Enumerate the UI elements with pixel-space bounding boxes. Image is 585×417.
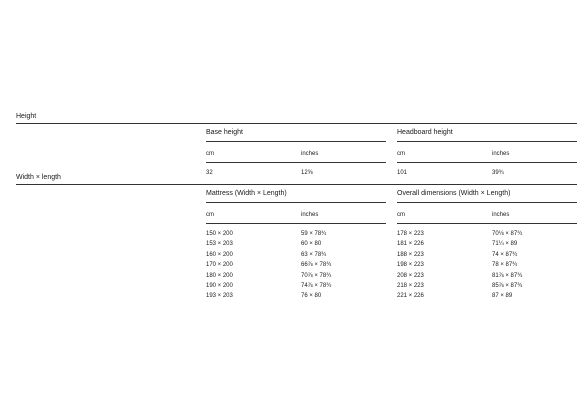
mattress-rows (206, 224, 386, 302)
value-inches: 85⅞ × 87¾ (492, 283, 523, 290)
value-inches: 78 × 87¾ (492, 262, 518, 269)
table-row (397, 250, 577, 260)
value-inches: 74⅞ × 78¾ (301, 283, 332, 290)
size-section-label: Width × length (16, 174, 61, 181)
table-row (206, 168, 386, 178)
value-inches: 87 × 89 (492, 293, 513, 300)
height-section-label: Height (16, 113, 37, 120)
value-inches: 12⅝ (301, 170, 313, 176)
headboard-height-block (397, 128, 577, 178)
value-cm: 32 (206, 170, 213, 176)
table-row (206, 250, 386, 260)
unit-cm: cm (397, 151, 405, 157)
size-section-rule (16, 184, 577, 185)
table-row (397, 291, 577, 301)
table-row (397, 229, 577, 239)
value-cm: 170 × 200 (206, 262, 233, 269)
value-cm: 218 × 223 (397, 283, 424, 290)
value-inches: 74 × 87¾ (492, 251, 518, 258)
base-height-title: Base height (206, 128, 386, 142)
value-inches: 63 × 78¾ (301, 251, 327, 258)
value-inches: 66⅞ × 78¾ (301, 262, 332, 269)
headboard-height-title: Headboard height (397, 128, 577, 142)
table-row (206, 229, 386, 239)
table-row (397, 260, 577, 270)
base-height-block (206, 128, 386, 178)
mattress-block (206, 189, 386, 302)
value-cm: 150 × 200 (206, 231, 233, 237)
value-cm: 188 × 223 (397, 251, 424, 258)
value-inches: 70⅞ × 78¾ (301, 272, 332, 279)
height-section-rule (16, 123, 577, 124)
mattress-title: Mattress (Width × Length) (206, 189, 386, 203)
value-cm: 193 × 203 (206, 293, 233, 300)
mattress-units (206, 203, 386, 224)
overall-dimensions-units (397, 203, 577, 224)
overall-dimensions-title: Overall dimensions (Width × Length) (397, 189, 577, 203)
value-cm: 153 × 203 (206, 241, 233, 248)
value-cm: 190 × 200 (206, 283, 233, 290)
value-cm: 180 × 200 (206, 272, 233, 279)
value-inches: 71¼ × 89 (492, 241, 518, 248)
value-inches: 76 × 80 (301, 293, 322, 300)
value-cm: 208 × 223 (397, 272, 424, 279)
unit-inches: inches (492, 212, 510, 218)
value-cm: 181 × 226 (397, 241, 424, 248)
table-row (206, 239, 386, 249)
table-row (206, 281, 386, 291)
value-cm: 221 × 226 (397, 293, 424, 300)
table-row (397, 281, 577, 291)
unit-cm: cm (397, 212, 405, 218)
headboard-height-units (397, 142, 577, 163)
unit-cm: cm (206, 151, 214, 157)
value-inches: 39¾ (492, 170, 504, 176)
value-cm: 101 (397, 170, 408, 176)
table-row (206, 271, 386, 281)
overall-dimensions-block (397, 189, 577, 302)
base-height-units (206, 142, 386, 163)
unit-inches: inches (301, 212, 319, 218)
value-inches: 70⅛ × 87¾ (492, 231, 523, 237)
table-row (206, 260, 386, 270)
value-cm: 178 × 223 (397, 231, 424, 237)
value-inches: 59 × 78¾ (301, 231, 327, 237)
value-cm: 160 × 200 (206, 251, 233, 258)
overall-dimensions-rows (397, 224, 577, 302)
table-row (397, 168, 577, 178)
table-row (397, 239, 577, 249)
value-inches: 60 × 80 (301, 241, 322, 248)
table-row (397, 271, 577, 281)
table-row (206, 291, 386, 301)
unit-cm: cm (206, 212, 214, 218)
unit-inches: inches (301, 151, 319, 157)
unit-inches: inches (492, 151, 510, 157)
value-cm: 198 × 223 (397, 262, 424, 269)
value-inches: 81⅞ × 87¾ (492, 272, 523, 279)
